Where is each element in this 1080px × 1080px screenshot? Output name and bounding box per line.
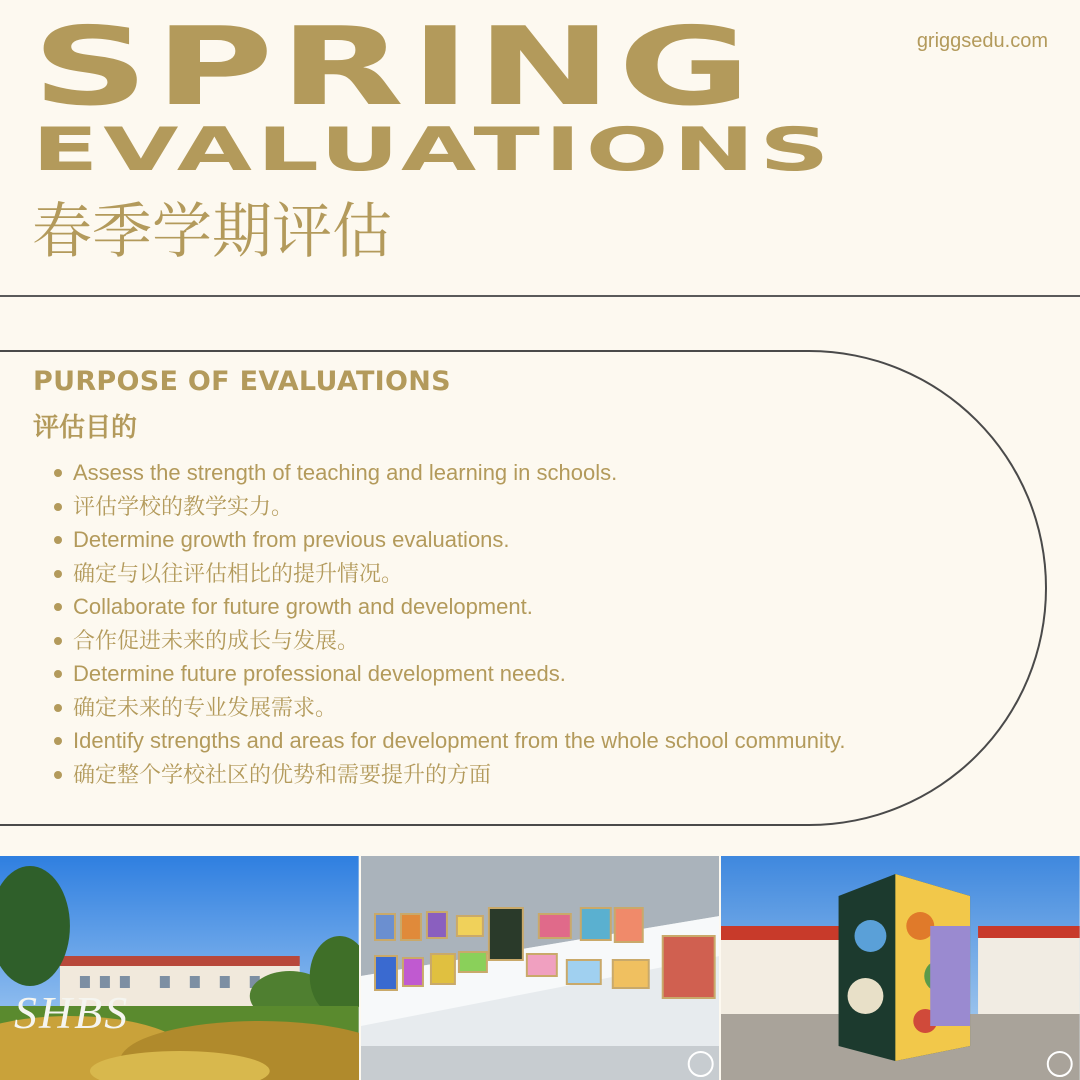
- campus-sign: SHBS: [13, 986, 130, 1039]
- purpose-item: Determine future professional development needs.: [50, 657, 845, 691]
- purpose-item: 合作促进未来的成长与发展。: [50, 624, 845, 658]
- purpose-item: Determine growth from previous evaluations.: [50, 523, 845, 557]
- purpose-list: [50, 456, 845, 791]
- purpose-heading-chinese: 评估目的: [33, 413, 138, 443]
- purpose-item: 确定与以往评估相比的提升情况。: [50, 557, 845, 591]
- title-spring: SPRING: [32, 5, 757, 130]
- purpose-heading: PURPOSE OF EVALUATIONS: [33, 366, 451, 397]
- purpose-item: 确定整个学校社区的优势和需要提升的方面: [50, 758, 845, 792]
- purpose-item: 评估学校的教学实力。: [50, 490, 845, 524]
- photo-strip: [0, 856, 1080, 1080]
- site-url[interactable]: griggsedu.com: [916, 30, 1048, 52]
- title-chinese: 春季学期评估: [32, 197, 392, 267]
- title-evaluations: EVALUATIONS: [32, 115, 835, 185]
- photo-campus-sign: [0, 856, 359, 1080]
- purpose-item: Collaborate for future growth and development.: [50, 590, 845, 624]
- purpose-item: Identify strengths and areas for development from the whole school community.: [50, 724, 845, 758]
- header-divider: [0, 295, 1080, 297]
- photo-painted-installation: [721, 856, 1080, 1080]
- purpose-item: Assess the strength of teaching and learning in schools.: [50, 456, 845, 490]
- photo-art-wall: [361, 856, 720, 1080]
- purpose-item: 确定未来的专业发展需求。: [50, 691, 845, 725]
